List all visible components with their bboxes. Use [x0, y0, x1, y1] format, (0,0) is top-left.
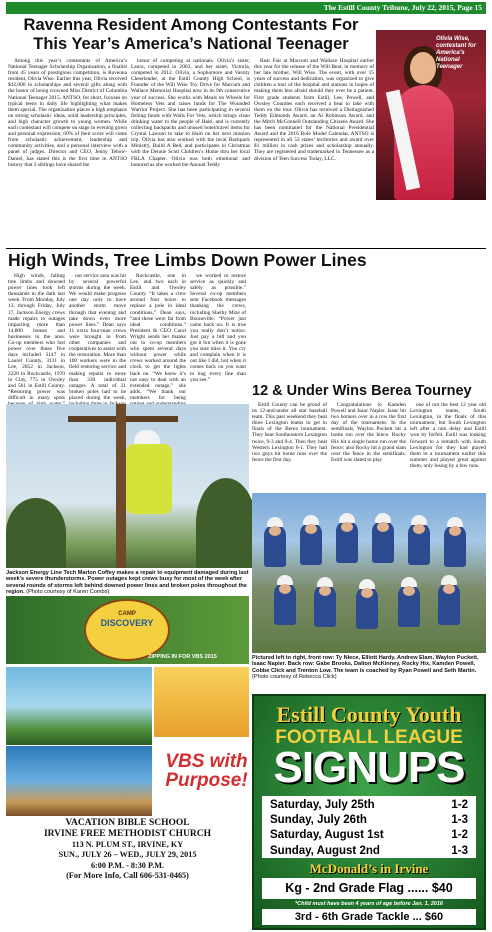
football-ad-note: *Child must have been 4 years of age before Jan. 1, 2016: [295, 901, 443, 907]
article2-body: [8, 273, 484, 401]
football-ad-title: Estill County Youth: [276, 702, 462, 727]
camp-discovery-ad: [6, 596, 249, 664]
football-ad-tackle-price: 3rd - 6th Grade Tackle ... $60: [262, 909, 476, 925]
football-ad-location: McDonald’s in Irvine: [309, 861, 429, 876]
divider: [6, 248, 486, 249]
camp-badge: CAMP DISCOVERY: [84, 599, 170, 661]
article2-col-4: we worked to restore service as quickly and safely as possible.” Several co-op members sent Facebook messages thanking the crews, including Shelby Mize of Booneville. “Power just came back on. It is true you really don’t notice. Just pay a bill and you got it but when it is gone you sure miss it. You cry and complain when it is out like I did, but when it comes back on you want to hug every line man you see.”: [190, 273, 246, 383]
olivia-photo-caption: Olivia Wise, contestant for America’s National Teenager: [436, 36, 477, 70]
article3-col-3: one of not the best 12 year old Lexington teams, South Lexington, in the finals of this tournament, but South Lexington left after a rain delay and Estill won by forfeit. Estill was looking forward to a rematch with South Lexington for they had played them in a tournament earlier this summer and played great against them, only losing by a few runs.: [410, 402, 486, 469]
vbs-line-6: (For More Info, Call 606-531-0465): [66, 871, 189, 881]
article2-col-3: Rockcastle, one in Lee, and two each in Estill and Owsley County. “It takes a crew around four hours to replace a pole in ideal conditions,” Dean says, “and these were far from ideal conditions.” President & CEO Carol Wright sends her thanks out to co-op members who spent several days without power while crews worked around the clock to get the lights back on. “We know it’s not easy to deal with an extended outage,” she adds. “We thank our members for being: [130, 273, 186, 401]
vbs-art-dock: [6, 746, 152, 816]
football-ad-flag-price: Kg - 2nd Grade Flag ...... $40: [262, 878, 476, 899]
article2-headline: High Winds, Tree Limbs Down Power Lines: [8, 250, 367, 270]
article3-col-1: Estill County can be proud of its 12-and-under all star baseball team. This past weekend they beat three Lexington teams to get in finals of the Berea tournament. They beat Southeastern Lexington twice, 9-3 and 9-4. Then they beat Western Lexington 6-1. They had two guys hit home runs over the fence the first day.: [252, 402, 327, 463]
lineman-photo-caption: Jackson Energy Line Tech Marlon Coffey makes a repair to equipment damaged during last week’s severe thunderstorms. Power outages kept crews busy for most of the week after several rounds of storms left behind downed power lines and broken poles throughout the region. (Photo courtesy of Karen Combs): [6, 570, 249, 596]
football-signups-ad: [252, 694, 486, 930]
article1-body: [8, 58, 374, 246]
article1-col-3: Bear Fair at Marcum and Wallace Hospital earlier this year for the release of the Will Bear, in memory of her late brother, Will Wise. The event, with over 15 years of success and dedication, was organized to give children a tour of the hospital and stations in hopes of making them less afraid should they ever be a patient. First grade students from Estill, Lee, Powell, and Owsley Counties each received a bear to take with them on the tour. Olivia has received a Distinguished Teddy Edmonds Award, an Al Robinson Award, and the Mitch McConnell Outstanding Citizens Award. She has been nominated for the National Presidential Award and the 2016 Role Model Calendar. ANTSO is represented in all 53 states’ territories and award over $1 million in cash prizes and scholarship annually. They are registered and trademarked in Tennessee as a division of Teen Success Today, LLC.: [254, 58, 374, 162]
vbs-logo-panel: [154, 738, 249, 816]
vbs-art-lake: [6, 667, 152, 745]
vbs-line-3: 113 N. PLUM ST., IRVINE, KY: [71, 840, 184, 849]
vbs-art-campfire: [154, 667, 249, 737]
article1-col-1: Among this year’s contestants of America’s National Teenager Scholarship Organization, a finalist from 45 years of prestigious competition, is Ravenna resident, Olivia Wise. Earlier this year, Olivia received $12,000 in scholarships and several gifts along with the honor of being crowned Miss District of Columbia National Teenager 2015. ANTSO, for short, focuses on typical teens in daily life highlighting what makes them special. The organization places a high emphasis on strong scholastic ideas, solid leadership principles, and high character growth to young women. While each contestant will compete on stage in evening gown and personal expression, 60% of their score will come from scholastic achievement, leadership and community activities, and a personal interview with a panel of judges. Director and CEO, Jenny Tebow-Daniel, has stated this is the first time in ANTSO history that 3 siblings have shared the: [8, 58, 127, 168]
vbs-line-5: 6:00 P.M. - 8:30 P.M.: [90, 860, 165, 870]
lineman-photo: [6, 404, 249, 568]
article3-body: [252, 402, 486, 490]
olivia-wise-photo: [376, 30, 486, 200]
vbs-line-1: VACATION BIBLE SCHOOL: [65, 818, 190, 828]
article3-headline: 12 & Under Wins Berea Tourney: [252, 383, 472, 399]
team-photo-caption: Pictured left to right, front row: Ty Niece, Elliott Hardy, Andrew Elam, Waylon Puckett, Isaac Napier. Back row: Gabe Brooks, Dalton McKinney, Rocky Hix, Kamden Powell, Cobbe Click and Trenton Low. The team is coached by Ryan Powell and Seth Martin. (Photo courtesy of Rebecca Click): [252, 655, 479, 681]
camp-tagline: ZIPPING IN FOR VBS 2015: [148, 654, 217, 660]
vbs-ad-text: [6, 818, 249, 930]
page-header: The Estill County Tribune, July 22, 2015, Page 15: [6, 2, 486, 14]
vbs-logo: VBS with Purpose!: [165, 751, 248, 791]
vbs-line-2: IRVINE FREE METHODIST CHURCH: [43, 829, 212, 839]
article2-col-1: High winds, falling tree limbs and downed power lines took left thousands in the dark last week. From Monday, July 13, through Friday, July 17, Jackson Energy crews made repairs to outages impacting more than 14,800 homes and businesses in the area. Co-op members who lost power over those five days included 3147 in Laurel County, 3131 in Lee, 2852 in Jackson, 2220 in Rockcastle, 1970 in Clay, 775 in Owsley and 561 in Estill County. “Restoring power was difficult in many spots: [8, 273, 65, 401]
football-ad-subtitle: FOOTBALL LEAGUE: [275, 727, 463, 748]
article3-col-2: Congratulations to Kamden Powell and Isaac Napier. Isaac hit two homers over in a row the first day of the tournament. In the semifinals, Waylon Puckett hit a home run over the fence. Rocky Hix hit a single home run over the fence; also Rocky hit a grand slam over the fence in the semifinals. Estill was slated to play: [331, 402, 406, 463]
football-ad-headline: SIGNUPS: [273, 743, 465, 792]
vbs-line-4: SUN., JULY 26 – WED., JULY 29, 2015: [58, 850, 197, 860]
article2-col-2: our service area was hit by several powerful storms during the week. We would make progress one day only to have another storm move through that evening and take down even more power lines.” Dean says 11 extra four-man crews were brought in from other companies and cooperatives to assist with the restoration. More than 100 workers were in the field restoring service and making repairs to more than 330 individual outages. A total of 21 broken poles had to be placed during the week,: [69, 273, 126, 401]
article1-headline: Ravenna Resident Among Contestants For This Year’s America’s National Teenager: [23, 16, 359, 53]
baseball-team-photo: [252, 493, 486, 653]
article1-col-2: honor of competing at nationals. Olivia’s sister, Laura, competed in 2003, and her sister, Victoria, competed in 2012. Olivia, a Sophomore and Varsity Cheerleader, at the Estill County High School, is Founder of the Will Wise Toy Drive for Marcum and Wallace Memorial Hospital now in its 9th consecutive year of success. She works with Meals on Wheels for Homeless Vets and raises funds for The Wounded Warrior Project. She has been participating in several fishing funds with Walls For Vets, which brings clean drinking water to the people of Haiti, and is currently collecting backpacks and unused hotel/travel items for Crystal Lawson to take to Haiti on her next mission trip. Olivia has also worked with the local Backpack Ministry, Build A Bed, and participates in Christmas with the Dennie Scott Children’s Home thru her local FBLA Chapter. Olivia was both emotional and honored as she worked the Annual Teddy: [131, 58, 250, 168]
football-ad-dates: Saturday, July 25th 1-2 Sunday, July 26th 1-3 Saturday, August 1st 1-2 Sunday, August 2nd 1-3: [262, 796, 476, 858]
